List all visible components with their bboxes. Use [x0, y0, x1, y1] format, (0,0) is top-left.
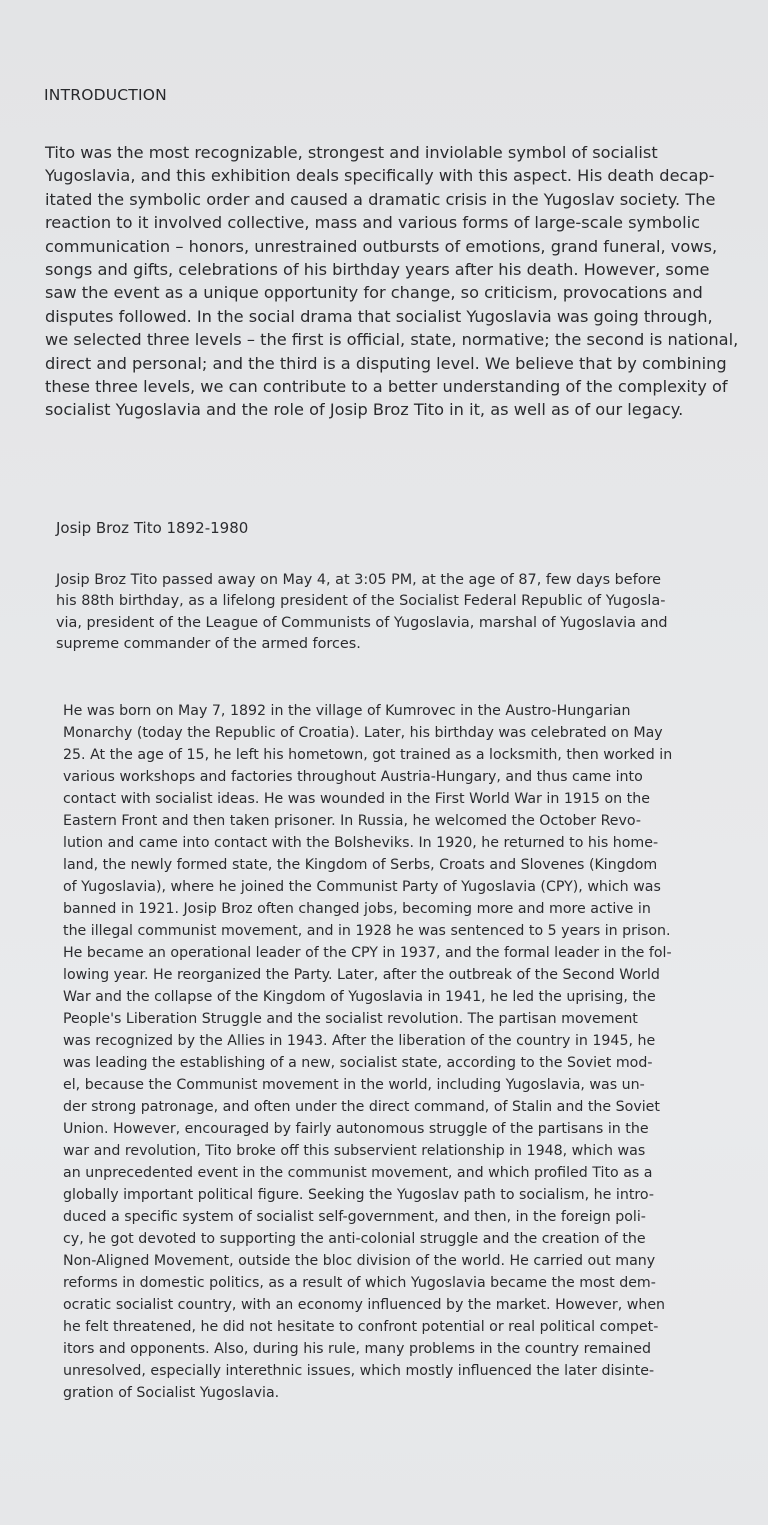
- text-line: reforms in domestic politics, as a result of which Yugoslavia became the most dem-: [63, 1275, 656, 1291]
- text-line: Tito was the most recognizable, strongest and inviolable symbol of socialist: [45, 143, 658, 162]
- text-line: land, the newly formed state, the Kingdom of Serbs, Croats and Slovenes (Kingdom: [63, 857, 658, 873]
- text-line: reaction to it involved collective, mass and various forms of large-scale symbolic: [45, 213, 700, 233]
- text-line: War and the collapse of the Kingdom of Yugoslavia in 1941, he led the uprising, the: [63, 989, 656, 1005]
- text-line: itors and opponents. Also, during his rule, many problems in the country remained: [63, 1341, 651, 1357]
- text-line: an unprecedented event in the communist movement, and which profiled Tito as a: [63, 1165, 653, 1181]
- text-line: duced a specific system of socialist self-government, and then, in the foreign poli-: [63, 1209, 646, 1225]
- text-line: globally important political figure. Seeking the Yugoslav path to socialism, he intro-: [63, 1187, 654, 1203]
- text-line: lowing year. He reorganized the Party. Later, after the outbreak of the Second World: [63, 967, 660, 983]
- text-line: cy, he got devoted to supporting the anti-colonial struggle and the creation of the: [63, 1231, 646, 1247]
- text-line: was leading the establishing of a new, socialist state, according to the Soviet mod-: [63, 1055, 653, 1071]
- text-line: gration of Socialist Yugoslavia.: [63, 1385, 280, 1401]
- biography-heading: Josip Broz Tito 1892-1980: [56, 519, 249, 537]
- text-line: 25. At the age of 15, he left his hometown, got trained as a locksmith, then worked in: [63, 747, 673, 763]
- text-line: People's Liberation Struggle and the socialist revolution. The partisan movement: [63, 1011, 638, 1027]
- text-line: Non-Aligned Movement, outside the bloc division of the world. He carried out many: [63, 1253, 656, 1269]
- text-line: various workshops and factories throughout Austria-Hungary, and thus came into: [63, 769, 643, 785]
- text-line: ocratic socialist country, with an economy influenced by the market. However, when: [63, 1297, 666, 1313]
- text-line: songs and gifts, celebrations of his birthday years after his death. However, some: [45, 260, 710, 280]
- text-line: socialist Yugoslavia and the role of Josip Broz Tito in it, as well as of our legacy.: [45, 400, 684, 420]
- text-line: lution and came into contact with the Bolsheviks. In 1920, he returned to his home-: [63, 835, 659, 851]
- death-paragraph: [56, 570, 756, 655]
- text-line: communication – honors, unrestrained outbursts of emotions, grand funeral, vows,: [45, 236, 718, 256]
- text-line: via, president of the League of Communists of Yugoslavia, marshal of Yugoslavia and: [56, 614, 668, 631]
- text-line: disputes followed. In the social drama that socialist Yugoslavia was going through,: [45, 306, 713, 326]
- text-line: Yugoslavia, and this exhibition deals specifically with this aspect. His death decap-: [45, 166, 715, 186]
- text-line: supreme commander of the armed forces.: [56, 635, 361, 652]
- text-line: he felt threatened, he did not hesitate to confront potential or real political compet-: [63, 1319, 659, 1335]
- text-line: banned in 1921. Josip Broz often changed jobs, becoming more and more active in: [63, 901, 651, 917]
- text-line: of Yugoslavia), where he joined the Communist Party of Yugoslavia (CPY), which was: [63, 879, 661, 895]
- text-line: contact with socialist ideas. He was wounded in the First World War in 1915 on the: [63, 791, 650, 807]
- text-line: der strong patronage, and often under the direct command, of Stalin and the Soviet: [63, 1099, 660, 1115]
- biography-paragraph: [63, 700, 753, 1404]
- text-line: the illegal communist movement, and in 1928 he was sentenced to 5 years in prison.: [63, 923, 671, 939]
- text-line: Union. However, encouraged by fairly autonomous struggle of the partisans in the: [63, 1121, 649, 1137]
- text-line: Josip Broz Tito passed away on May 4, at 3:05 PM, at the age of 87, few days before: [56, 572, 661, 588]
- text-line: we selected three levels – the first is official, state, normative; the second is national,: [45, 330, 739, 350]
- text-line: Eastern Front and then taken prisoner. In Russia, he welcomed the October Revo-: [63, 813, 641, 829]
- text-line: itated the symbolic order and caused a dramatic crisis in the Yugoslav society. The: [45, 189, 716, 209]
- introduction-paragraph: [45, 141, 760, 422]
- text-line: el, because the Communist movement in the world, including Yugoslavia, was un-: [63, 1077, 645, 1093]
- text-line: these three levels, we can contribute to a better understanding of the complexity of: [45, 377, 728, 397]
- text-line: was recognized by the Allies in 1943. After the liberation of the country in 1945, he: [63, 1033, 656, 1049]
- text-line: Monarchy (today the Republic of Croatia). Later, his birthday was celebrated on May: [63, 725, 663, 741]
- text-line: war and revolution, Tito broke off this subservient relationship in 1948, which was: [63, 1143, 646, 1159]
- text-line: unresolved, especially interethnic issues, which mostly influenced the later disinte-: [63, 1363, 655, 1379]
- text-line: direct and personal; and the third is a disputing level. We believe that by combining: [45, 353, 727, 373]
- text-line: He was born on May 7, 1892 in the village of Kumrovec in the Austro-Hungarian: [63, 703, 631, 719]
- text-line: his 88th birthday, as a lifelong president of the Socialist Federal Republic of Yugosla-: [56, 593, 666, 610]
- introduction-heading: INTRODUCTION: [44, 86, 167, 104]
- text-line: He became an operational leader of the CPY in 1937, and the formal leader in the fol-: [63, 945, 672, 961]
- text-line: saw the event as a unique opportunity for change, so criticism, provocations and: [45, 283, 703, 303]
